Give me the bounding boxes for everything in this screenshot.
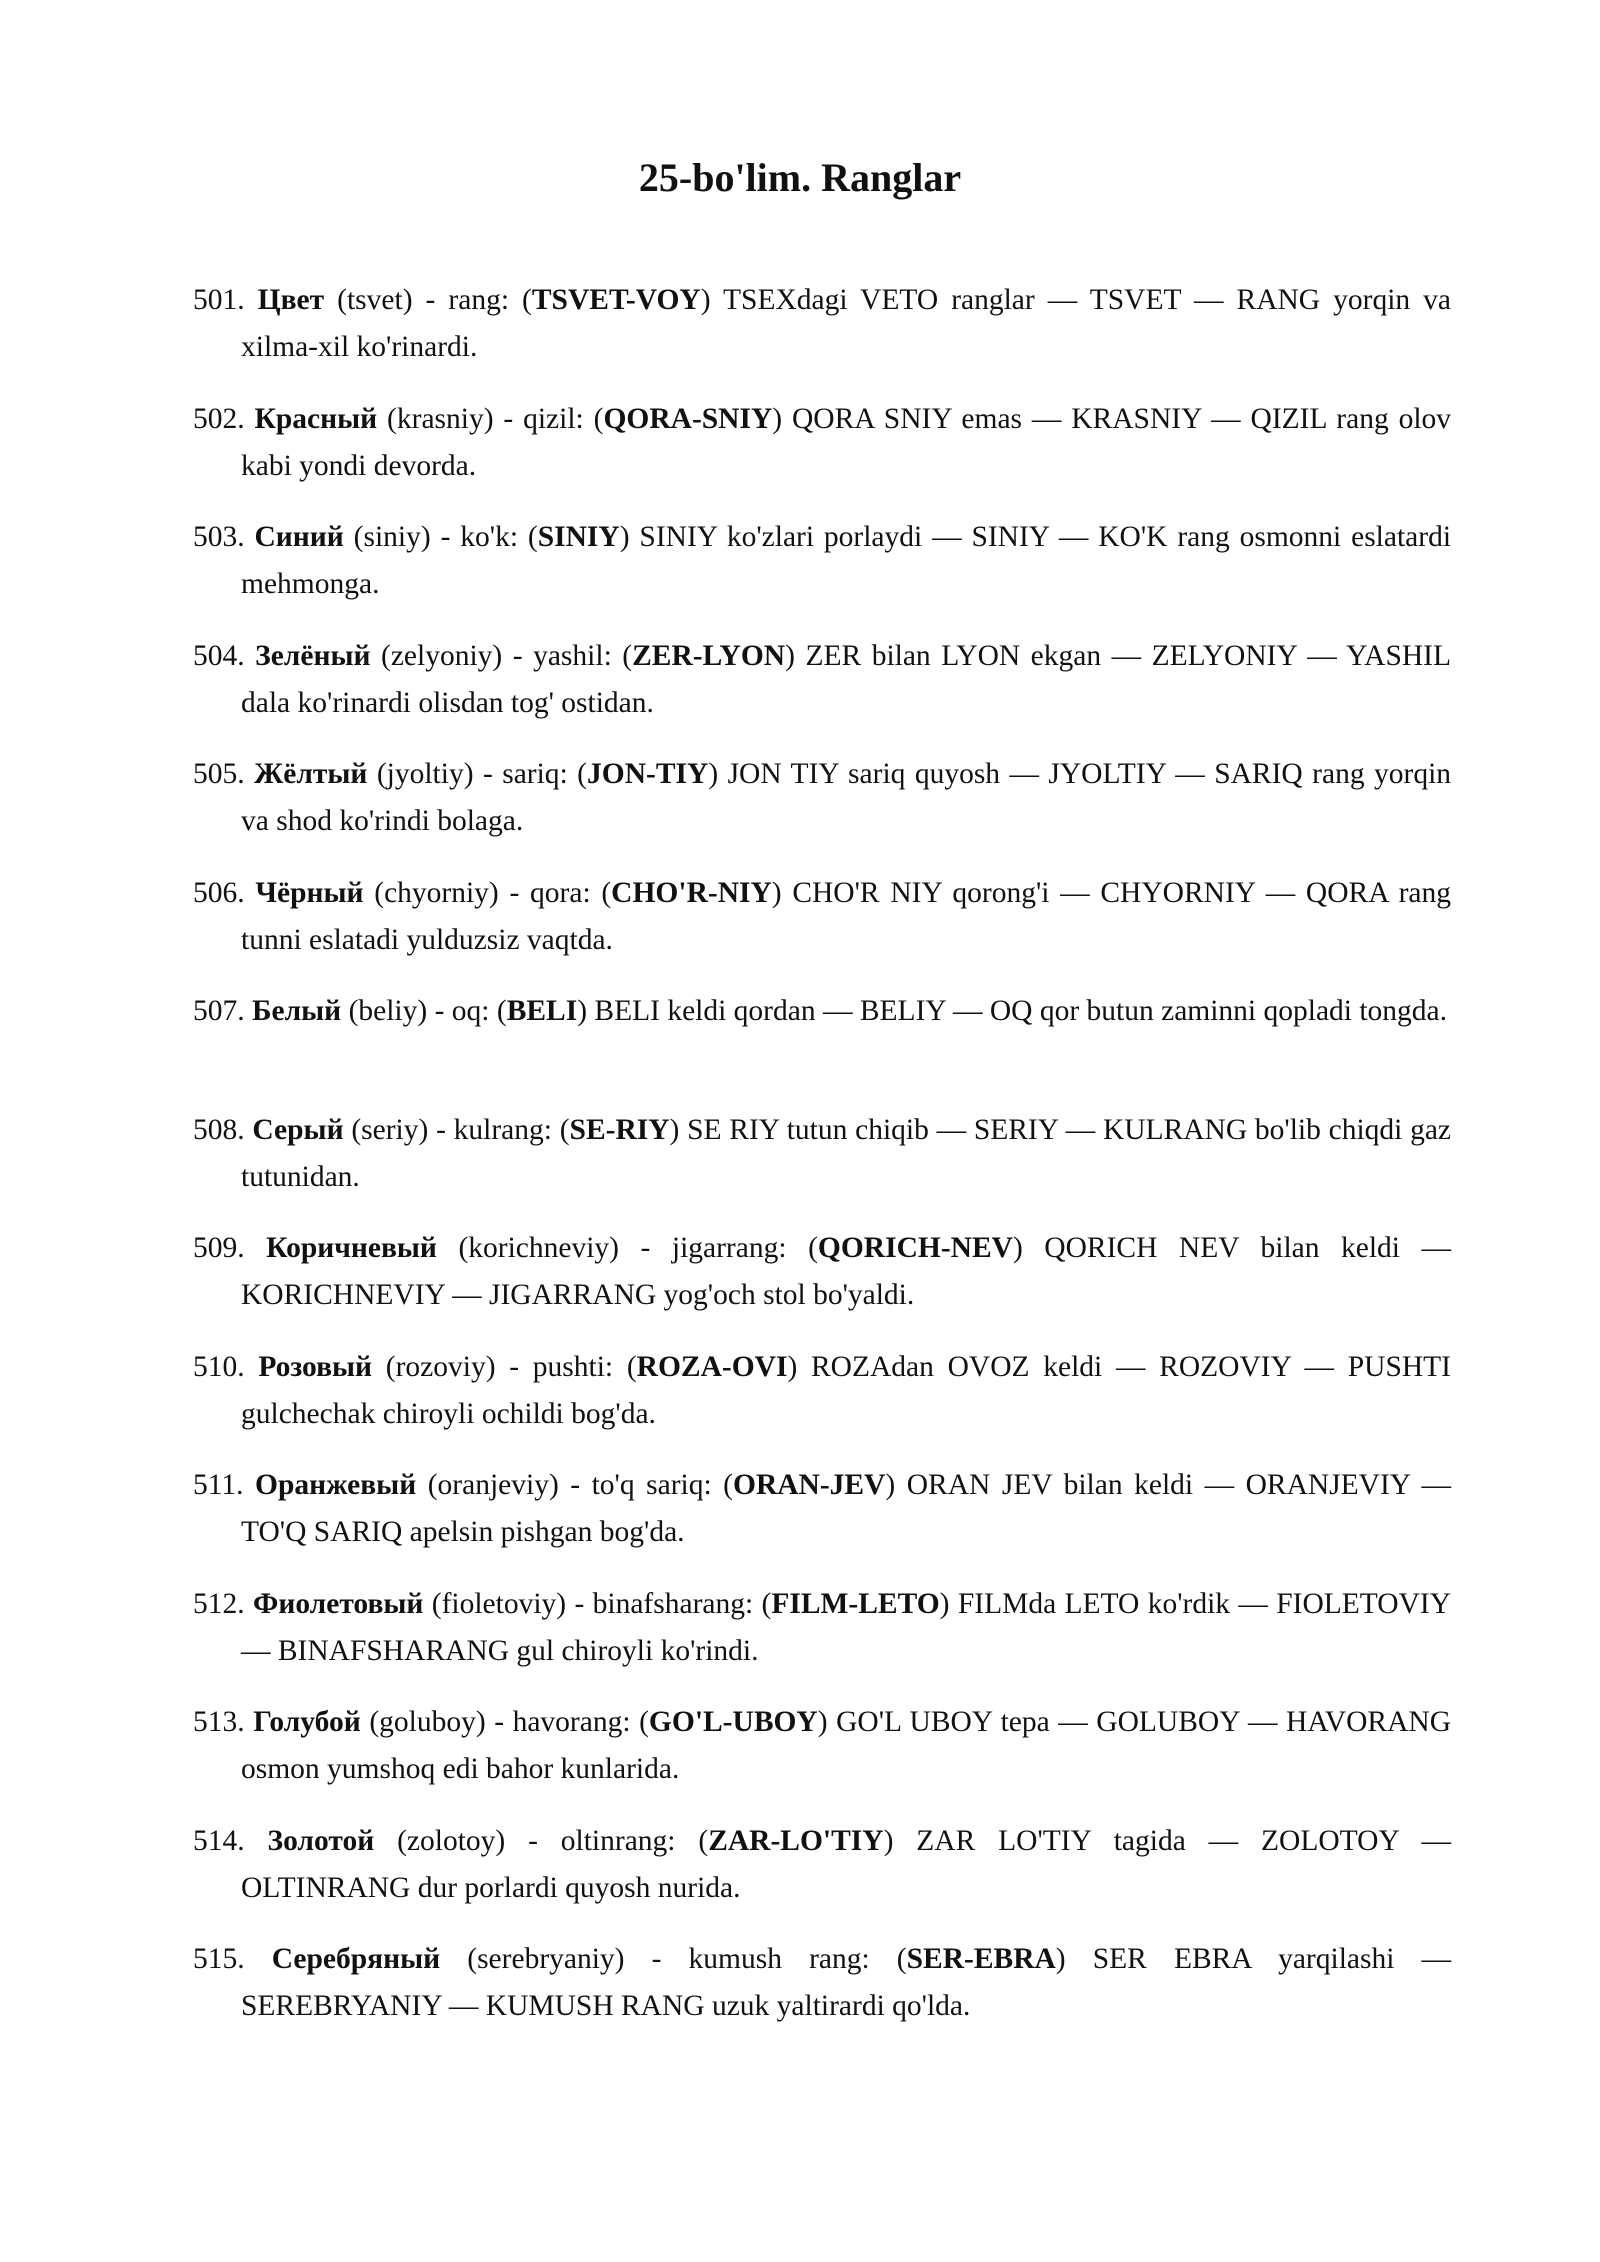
- entry-transliteration: (goluboy): [369, 1706, 486, 1738]
- entry-term: Розовый: [258, 1350, 373, 1383]
- entry-transliteration: (krasniy): [387, 402, 494, 435]
- entry-number: 504.: [193, 639, 245, 672]
- entry-mnemonic-text: QORA SNIY emas — KRASNIY — QIZIL rang olov kabi yondi devorda.: [241, 402, 1452, 482]
- entry-transliteration: (siniy): [353, 521, 431, 553]
- entry-meaning: pushti: [532, 1350, 605, 1383]
- entry-term: Золотой: [267, 1824, 375, 1857]
- entry-meaning: sariq: [502, 758, 560, 790]
- entry-number: 501.: [193, 284, 245, 316]
- entry-mnemonic-key: BELI: [506, 995, 578, 1027]
- entry-term: Красный: [254, 402, 378, 435]
- entry-term: Серый: [252, 1113, 344, 1146]
- entry-mnemonic-key: TSVET-VOY: [531, 284, 701, 316]
- entry-meaning: rang: [448, 284, 501, 316]
- entry-mnemonic-key: ORAN-JEV: [733, 1469, 886, 1501]
- entry-transliteration: (seriy): [351, 1113, 429, 1146]
- entry-mnemonic-text: JON TIY sariq quyosh — JYOLTIY — SARIQ rang yorqin va shod ko'rindi bolaga.: [241, 758, 1452, 837]
- entry-mnemonic-key: CHO'R-NIY: [611, 876, 772, 909]
- vocab-entry: 502. Красный (krasniy) - qizil: (QORA-SNIY) QORA SNIY emas — KRASNIY — QIZIL rang olov kabi yondi devorda.: [193, 402, 1452, 482]
- entry-term: Серебряный: [271, 1943, 441, 1975]
- entry-meaning: havorang: [512, 1706, 623, 1738]
- entry-number: 510.: [193, 1350, 245, 1383]
- entry-term: Цвет: [257, 284, 325, 316]
- entry-mnemonic-text: ZAR LO'TIY tagida — ZOLOTOY — OLTINRANG dur porlardi quyosh nurida.: [241, 1824, 1452, 1904]
- entry-transliteration: (oranjeviy): [427, 1469, 559, 1501]
- entry-transliteration: (zolotoy): [397, 1824, 506, 1857]
- entry-number: 502.: [193, 402, 245, 435]
- entry-mnemonic-text: GO'L UBOY tepa — GOLUBOY — HAVORANG osmon yumshoq edi bahor kunlarida.: [241, 1706, 1452, 1785]
- entry-mnemonic-text: ZER bilan LYON ekgan — ZELYONIY — YASHIL dala ko'rinardi olisdan tog' ostidan.: [241, 639, 1452, 719]
- vocab-entry: 509. Коричневый (korichneviy) - jigarrang: (QORICH-NEV) QORICH NEV bilan keldi — KORICHNEVIY — JIGARRANG yog'och stol bo'yaldi.: [193, 1232, 1452, 1311]
- entry-term: Коричневый: [266, 1232, 437, 1264]
- entry-meaning: binafsharang: [592, 1587, 745, 1620]
- entry-mnemonic-text: TSEXdagi VETO ranglar — TSVET — RANG yorqin va xilma-xil ko'rinardi.: [241, 284, 1452, 363]
- entry-transliteration: (tsvet): [337, 284, 413, 316]
- entry-meaning: yashil: [533, 639, 604, 672]
- vocab-entry: 507. Белый (beliy) - oq: (BELI) BELI keldi qordan — BELIY — OQ qor butun zaminni qopladi tongda.: [193, 995, 1448, 1027]
- entry-meaning: oq: [451, 995, 482, 1027]
- entry-number: 511.: [193, 1469, 244, 1501]
- entry-mnemonic-text: SER EBRA yarqilashi — SEREBRYANIY — KUMUSH RANG uzuk yaltirardi qo'lda.: [241, 1943, 1452, 2022]
- entry-transliteration: (jyoltiy): [376, 758, 474, 790]
- entry-mnemonic-text: SE RIY tutun chiqib — SERIY — KULRANG bo'lib chiqdi gaz tutunidan.: [241, 1113, 1452, 1193]
- entry-term: Зелёный: [255, 639, 371, 672]
- entry-mnemonic-key: GO'L-UBOY: [648, 1706, 818, 1738]
- vocab-entry: 505. Жёлтый (jyoltiy) - sariq: (JON-TIY) JON TIY sariq quyosh — JYOLTIY — SARIQ rang yorqin va shod ko'rindi bolaga.: [193, 758, 1452, 837]
- entry-meaning: kumush rang: [688, 1943, 862, 1975]
- entry-mnemonic-text: ORAN JEV bilan keldi — ORANJEVIY — TO'Q SARIQ apelsin pishgan bog'da.: [241, 1469, 1452, 1548]
- entry-number: 505.: [193, 758, 245, 790]
- entry-term: Чёрный: [255, 876, 364, 909]
- entry-mnemonic-text: ROZAdan OVOZ keldi — ROZOVIY — PUSHTI gulchechak chiroyli ochildi bog'da.: [241, 1350, 1452, 1430]
- entry-term: Белый: [252, 995, 342, 1027]
- entry-number: 515.: [193, 1943, 245, 1975]
- entry-mnemonic-key: SE-RIY: [569, 1113, 670, 1146]
- entry-transliteration: (chyorniy): [374, 876, 499, 909]
- entry-meaning: jigarrang: [671, 1232, 779, 1264]
- vocab-entry: 503. Синий (siniy) - ko'k: (SINIY) SINIY ko'zlari porlaydi — SINIY — KO'K rang osmonni eslatardi mehmonga.: [193, 521, 1452, 600]
- entry-number: 514.: [193, 1824, 245, 1857]
- entry-number: 508.: [193, 1113, 245, 1146]
- entry-term: Фиолетовый: [252, 1587, 424, 1620]
- entry-mnemonic-key: ZER-LYON: [632, 639, 786, 672]
- entry-term: Жёлтый: [254, 758, 368, 790]
- vocab-entry: 512. Фиолетовый (fioletoviy) - binafsharang: (FILM-LETO) FILMda LETO ko'rdik — FIOLETOVIY — BINAFSHARANG gul chiroyli ko'rindi.: [193, 1587, 1452, 1667]
- entry-mnemonic-text: CHO'R NIY qorong'i — CHYORNIY — QORA rang tunni eslatadi yulduzsiz vaqtda.: [241, 876, 1451, 956]
- entry-number: 512.: [193, 1587, 245, 1620]
- entry-transliteration: (serebryaniy): [467, 1943, 625, 1975]
- vocab-entry: 511. Оранжевый (oranjeviy) - to'q sariq: (ORAN-JEV) ORAN JEV bilan keldi — ORANJEVIY — TO'Q SARIQ apelsin pishgan bog'da.: [193, 1469, 1452, 1548]
- entry-mnemonic-text: BELI keldi qordan — BELIY — OQ qor butun zaminni qopladi tongda.: [594, 995, 1448, 1027]
- vocab-entry: 506. Чёрный (chyorniy) - qora: (CHO'R-NIY) CHO'R NIY qorong'i — CHYORNIY — QORA rang tunni eslatadi yulduzsiz vaqtda.: [193, 876, 1451, 956]
- entry-mnemonic-text: QORICH NEV bilan keldi — KORICHNEVIY — JIGARRANG yog'och stol bo'yaldi.: [241, 1232, 1452, 1311]
- entry-mnemonic-key: JON-TIY: [587, 758, 709, 790]
- entry-number: 506.: [193, 876, 245, 909]
- entry-number: 503.: [193, 521, 245, 553]
- vocab-entry: 510. Розовый (rozoviy) - pushti: (ROZA-OVI) ROZAdan OVOZ keldi — ROZOVIY — PUSHTI gulchechak chiroyli ochildi bog'da.: [193, 1350, 1452, 1430]
- vocab-entry: 501. Цвет (tsvet) - rang: (TSVET-VOY) TSEXdagi VETO ranglar — TSVET — RANG yorqin va xilma-xil ko'rinardi.: [193, 284, 1452, 363]
- entry-mnemonic-key: SER-EBRA: [906, 1943, 1056, 1975]
- entry-mnemonic-key: ROZA-OVI: [636, 1350, 788, 1383]
- entry-mnemonic-key: FILM-LETO: [771, 1587, 940, 1620]
- entry-transliteration: (zelyoniy): [381, 639, 503, 672]
- vocabulary-list: [193, 277, 1451, 2055]
- entry-meaning: kulrang: [453, 1113, 544, 1146]
- entry-term: Оранжевый: [255, 1469, 417, 1501]
- vocab-entry: 504. Зелёный (zelyoniy) - yashil: (ZER-LYON) ZER bilan LYON ekgan — ZELYONIY — YASHIL dala ko'rinardi olisdan tog' ostidan.: [193, 639, 1452, 719]
- entry-meaning: to'q sariq: [591, 1469, 704, 1501]
- vocab-entry: 514. Золотой (zolotoy) - oltinrang: (ZAR-LO'TIY) ZAR LO'TIY tagida — ZOLOTOY — OLTINRANG dur porlardi quyosh nurida.: [193, 1824, 1452, 1904]
- entry-meaning: qizil: [523, 402, 576, 435]
- entry-term: Голубой: [253, 1706, 361, 1738]
- entry-mnemonic-key: SINIY: [537, 521, 620, 553]
- entry-transliteration: (rozoviy): [385, 1350, 496, 1383]
- entry-meaning: qora: [530, 876, 583, 909]
- page-title: 25-bo'lim. Ranglar: [638, 155, 962, 200]
- entry-mnemonic-key: QORA-SNIY: [603, 402, 773, 435]
- entry-number: 513.: [193, 1706, 245, 1738]
- entry-mnemonic-text: SINIY ko'zlari porlaydi — SINIY — KO'K rang osmonni eslatardi mehmonga.: [241, 521, 1452, 600]
- entry-term: Синий: [254, 521, 344, 553]
- entry-transliteration: (fioletoviy): [431, 1587, 567, 1620]
- entry-number: 507.: [193, 995, 245, 1027]
- entry-transliteration: (korichneviy): [458, 1232, 620, 1264]
- entry-mnemonic-key: QORICH-NEV: [817, 1232, 1013, 1264]
- vocab-entry: 515. Серебряный (serebryaniy) - kumush rang: (SER-EBRA) SER EBRA yarqilashi — SEREBRYANIY — KUMUSH RANG uzuk yaltirardi qo'lda.: [193, 1943, 1452, 2022]
- entry-mnemonic-text: FILMda LETO ko'rdik — FIOLETOVIY — BINAFSHARANG gul chiroyli ko'rindi.: [241, 1587, 1452, 1667]
- entry-meaning: ko'k: [460, 521, 510, 553]
- entry-number: 509.: [193, 1232, 245, 1264]
- entry-transliteration: (beliy): [348, 995, 428, 1027]
- entry-mnemonic-key: ZAR-LO'TIY: [708, 1824, 884, 1857]
- entry-meaning: oltinrang: [560, 1824, 668, 1857]
- vocab-entry: 508. Серый (seriy) - kulrang: (SE-RIY) SE RIY tutun chiqib — SERIY — KULRANG bo'lib chiqdi gaz tutunidan.: [193, 1113, 1452, 1193]
- vocab-entry: 513. Голубой (goluboy) - havorang: (GO'L-UBOY) GO'L UBOY tepa — GOLUBOY — HAVORANG osmon yumshoq edi bahor kunlarida.: [193, 1706, 1452, 1785]
